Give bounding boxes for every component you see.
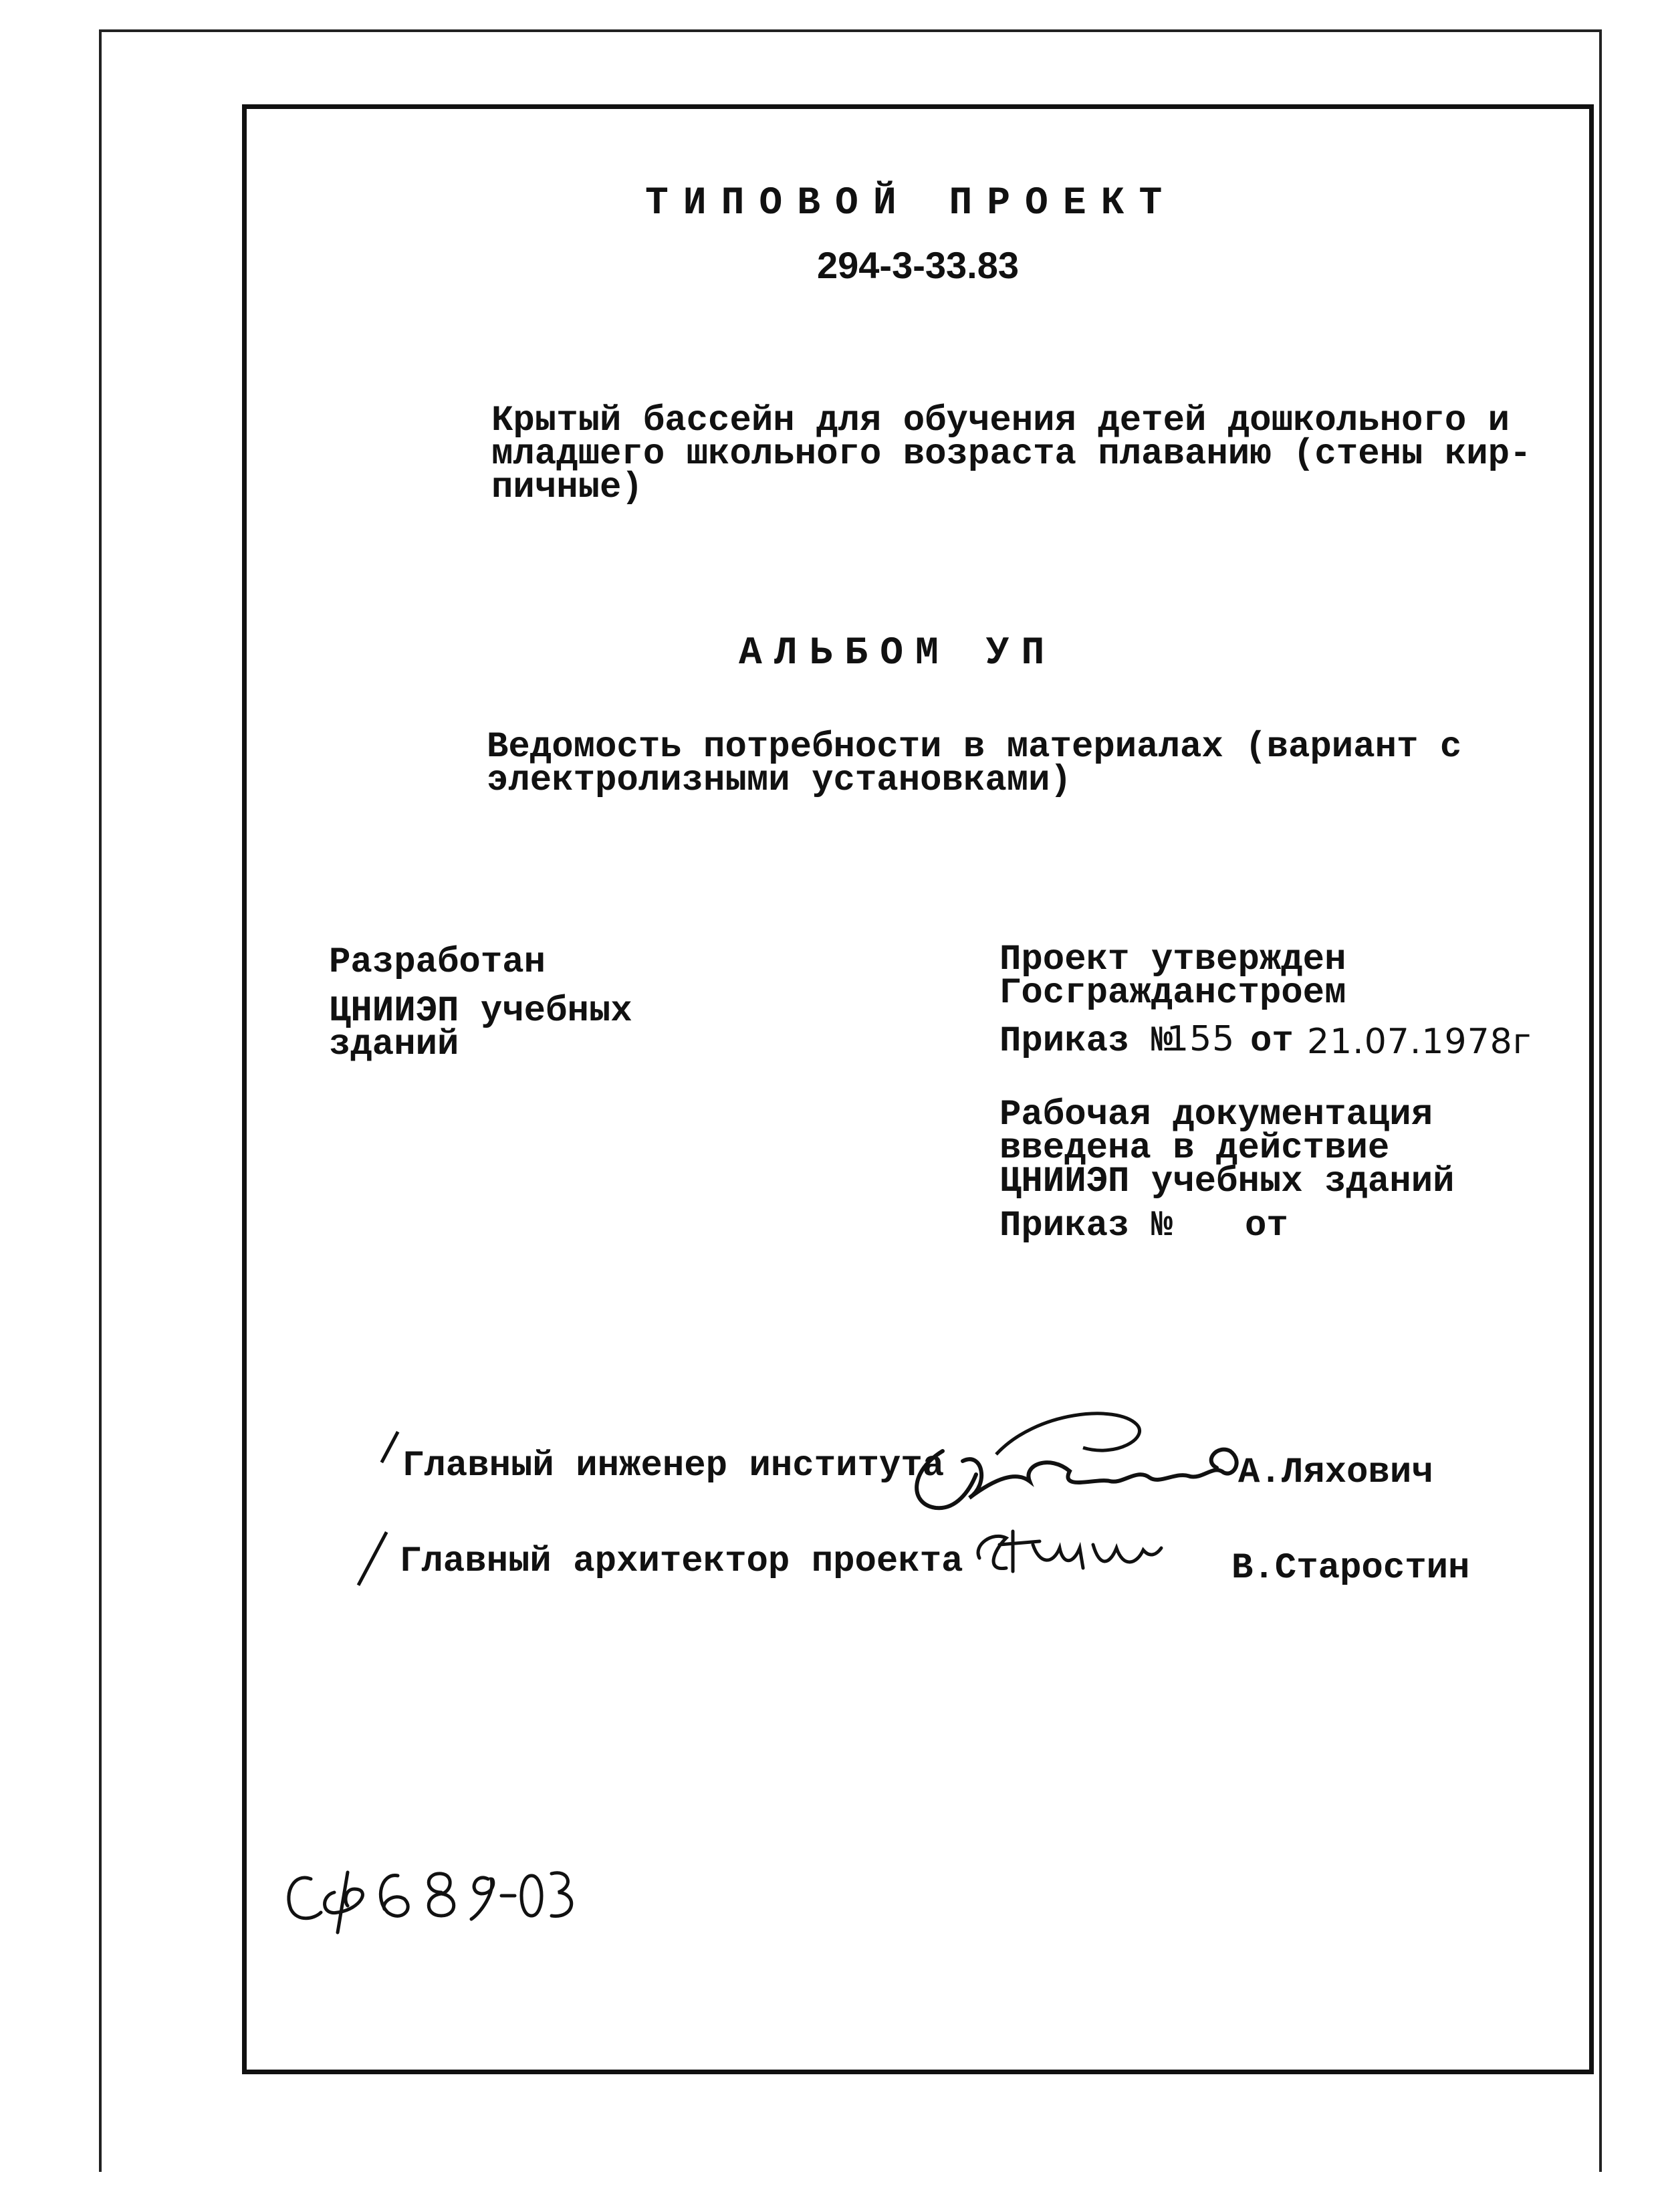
chief-architect-title: Главный архитектор проекта (400, 1541, 963, 1582)
approval-date-value: 21.07.1978г (1307, 1022, 1532, 1062)
approval-order-label: Приказ № (999, 1021, 1173, 1062)
chief-architect-name: В.Старостин (1231, 1548, 1470, 1589)
developer-label: Разработан (329, 942, 546, 983)
description-line-3: пичные) (491, 467, 643, 508)
developer-org-line-2: зданий (329, 1024, 459, 1065)
enactment-line-1: Рабочая документация (999, 1095, 1433, 1135)
handwritten-code (281, 1852, 575, 1939)
document-title: ТИПОВОЙ ПРОЕКТ (645, 182, 1177, 225)
developer-org-line-1: ЦНИИЭП учебных (329, 991, 632, 1032)
approval-line-2: Госгражданстроем (999, 973, 1346, 1014)
chief-architect-signature (966, 1518, 1167, 1591)
enactment-line-3: ЦНИИЭП учебных зданий (999, 1162, 1455, 1202)
chief-engineer-signature (896, 1398, 1270, 1531)
project-number: 294-3-33.83 (817, 244, 1020, 286)
enactment-order-label: Приказ № (999, 1206, 1173, 1246)
enactment-line-2: введена в действие (999, 1128, 1390, 1169)
approval-line-1: Проект утвержден (999, 939, 1346, 980)
chief-engineer-name: А.Ляхович (1238, 1452, 1433, 1493)
approval-date-label: от (1250, 1021, 1294, 1062)
approval-order-number: 155 (1167, 1019, 1235, 1059)
enactment-date-label: от (1245, 1206, 1288, 1246)
album-title: АЛЬБОМ УП (739, 632, 1057, 675)
chief-engineer-title: Главный инженер института (402, 1446, 945, 1486)
album-description-line-1: Ведомость потребности в материалах (вариант с (487, 727, 1462, 768)
inner-page-border (242, 104, 1594, 2074)
album-description-line-2: электролизными установками) (487, 760, 1072, 801)
description-line-2: младшего школьного возраста плаванию (стены кир- (491, 434, 1532, 475)
description-line-1: Крытый бассейн для обучения детей дошкольного и (491, 401, 1510, 441)
